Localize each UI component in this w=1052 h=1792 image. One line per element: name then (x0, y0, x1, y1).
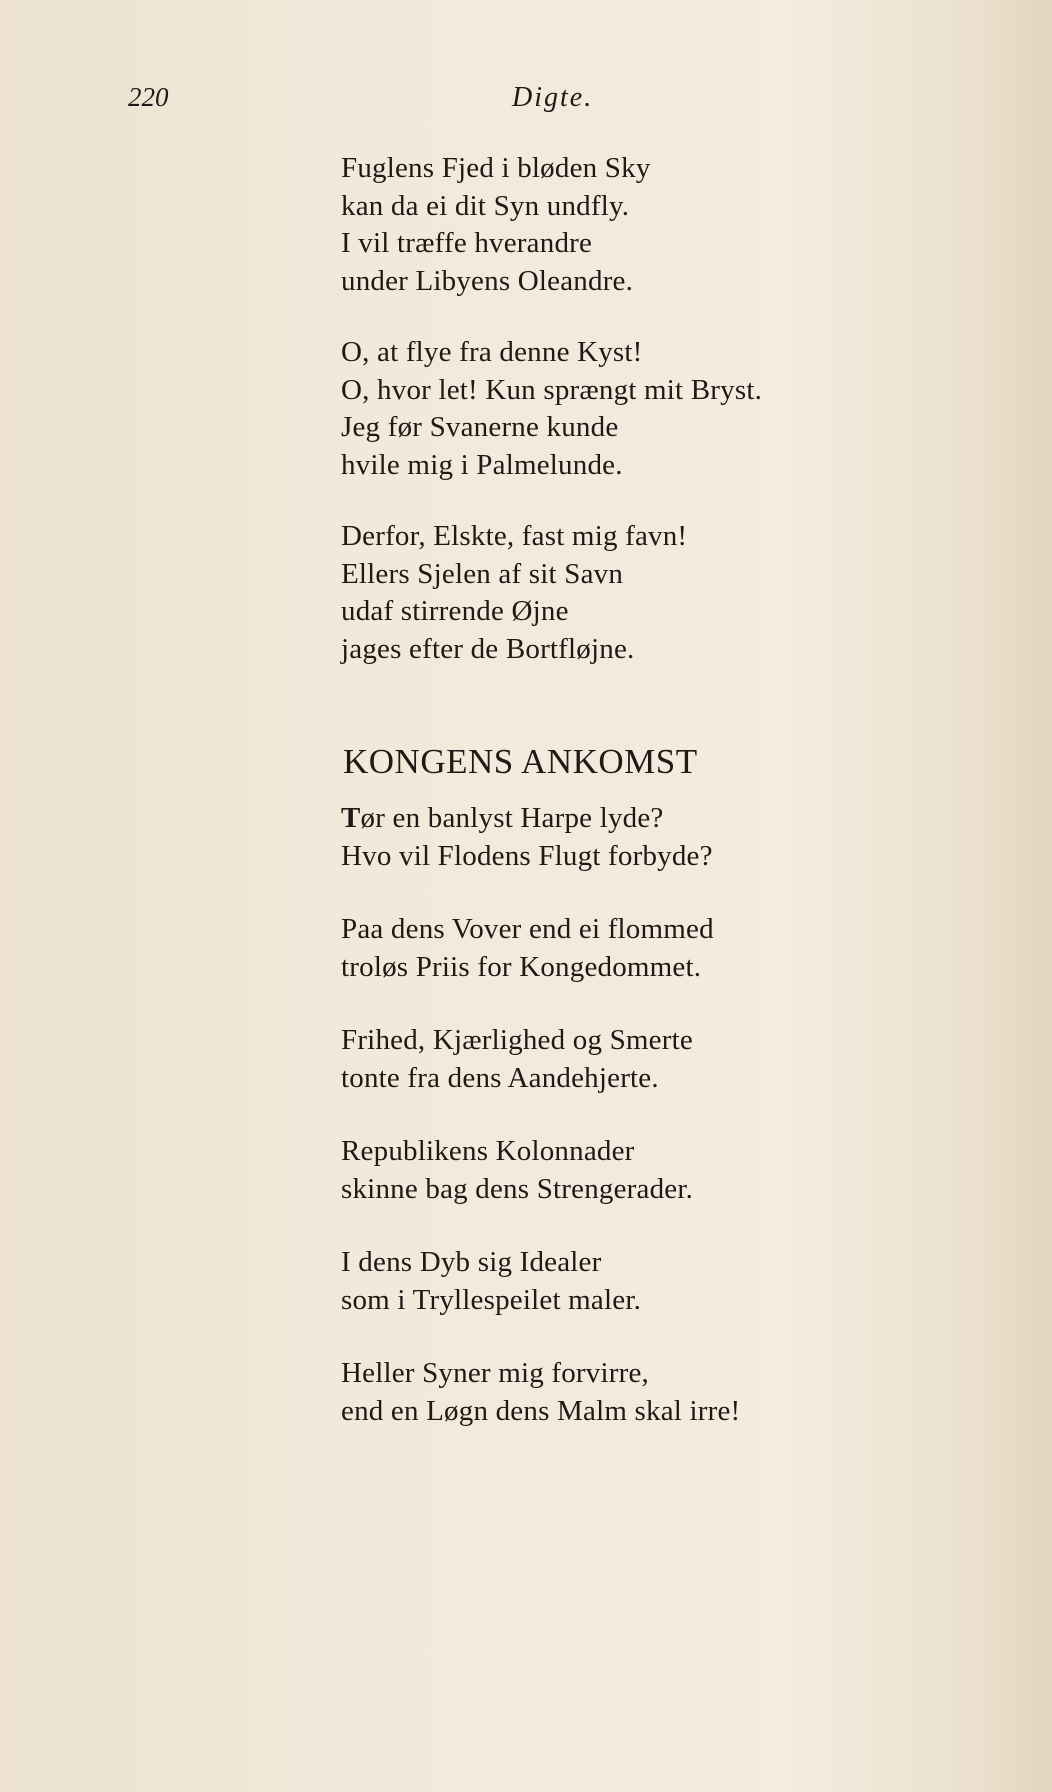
verse-line: som i Tryllespeilet maler. (341, 1283, 642, 1316)
verse-line: Frihed, Kjærlighed og Smerte (341, 1024, 693, 1056)
stanza (341, 1355, 981, 1430)
verse-line: Ellers Sjelen af sit Savn (341, 557, 624, 590)
stanza (341, 1244, 981, 1319)
verse-line: Fuglens Fjed i bløden Sky (341, 152, 651, 184)
stanza (341, 334, 981, 484)
page-number: 220 (128, 82, 169, 112)
stanza (341, 800, 981, 875)
verse-line: O, at flye fra denne Kyst! (341, 336, 643, 368)
verse-line: udaf stirrende Øjne (341, 595, 569, 627)
verse-line: under Libyens Oleandre. (341, 264, 634, 297)
stanza (341, 1022, 981, 1097)
verse-line: tonte fra dens Aandehjerte. (341, 1061, 659, 1094)
stanza (341, 150, 981, 300)
page-header (0, 82, 1052, 122)
verse-line: skinne bag dens Strengerader. (341, 1172, 694, 1205)
verse-line: Derfor, Elskte, fast mig favn! (341, 520, 688, 552)
verse-line: Hvo vil Flodens Flugt forbyde? (341, 839, 713, 872)
first-line-rest: ør en banlyst Harpe lyde? (360, 802, 664, 834)
verse-line: hvile mig i Palmelunde. (341, 448, 623, 481)
verse-line-first (341, 800, 981, 838)
verse-line: I dens Dyb sig Idealer (341, 1246, 602, 1278)
verse-line: Heller Syner mig forvirre, (341, 1357, 649, 1389)
verse-line: Republikens Kolonnader (341, 1135, 635, 1167)
verse-line: jages efter de Bortfløjne. (341, 632, 635, 665)
initial-letter: T (341, 802, 361, 834)
poem-continued (341, 150, 981, 668)
verse-line: kan da ei dit Syn undfly. (341, 189, 630, 222)
verse-line: O, hvor let! Kun sprængt mit Bryst. (341, 373, 763, 406)
poem-kongens-ankomst (341, 800, 981, 1430)
verse-line: Jeg før Svanerne kunde (341, 411, 619, 443)
running-title: Digte. (512, 82, 594, 113)
verse-line: Paa dens Vover end ei flommed (341, 913, 714, 945)
stanza (341, 911, 981, 986)
stanza (341, 1133, 981, 1208)
verse-line: end en Løgn dens Malm skal irre! (341, 1394, 741, 1427)
verse-line: I vil træffe hverandre (341, 227, 593, 259)
poem-title: KONGENS ANKOMST (343, 742, 698, 781)
verse-line: troløs Priis for Kongedommet. (341, 950, 702, 983)
stanza (341, 518, 981, 668)
page-text (341, 150, 981, 1466)
